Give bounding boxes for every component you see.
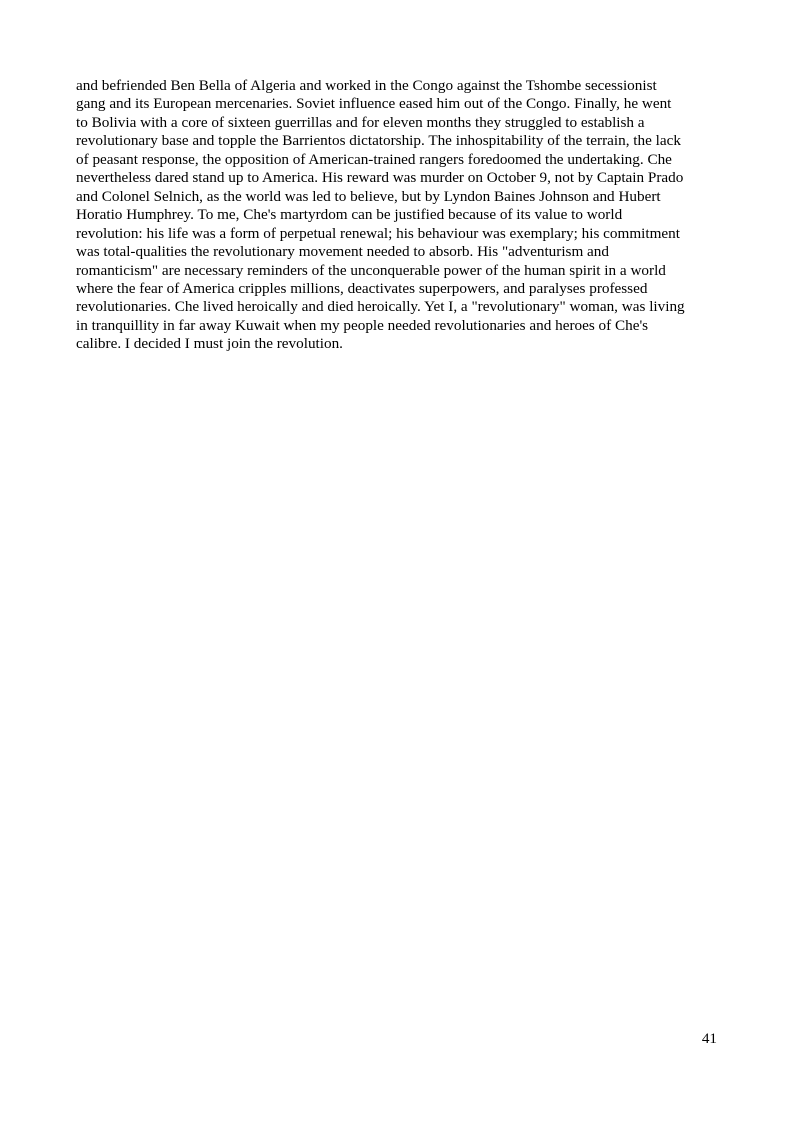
text-line: of peasant response, the opposition of American-trained rangers foredoomed the undertaking. Che bbox=[76, 150, 672, 168]
page-number: 41 bbox=[701, 1030, 717, 1047]
text-line: nevertheless dared stand up to America. His reward was murder on October 9, not by Captain Prado bbox=[76, 169, 684, 187]
text-line: and befriended Ben Bella of Algeria and worked in the Congo against the Tshombe secessionist bbox=[76, 77, 657, 94]
text-line: to Bolivia with a core of sixteen guerrillas and for eleven months they struggled to establish a bbox=[76, 113, 645, 131]
text-line: romanticism" are necessary reminders of the unconquerable power of the human spirit in a world bbox=[76, 261, 666, 279]
text-line: revolutionaries. Che lived heroically and died heroically. Yet I, a "revolutionary" woman, was living bbox=[76, 298, 685, 316]
text-line: was total-qualities the revolutionary movement needed to absorb. His "adventurism and bbox=[76, 243, 609, 261]
text-line: in tranquillity in far away Kuwait when my people needed revolutionaries and heroes of Che's bbox=[76, 316, 649, 334]
text-line: Horatio Humphrey. To me, Che's martyrdom can be justified because of its value to world bbox=[76, 206, 623, 224]
text-line: revolutionary base and topple the Barrientos dictatorship. The inhospitability of the terrain, the lack bbox=[76, 132, 681, 150]
text-line: calibre. I decided I must join the revolution. bbox=[76, 335, 343, 353]
text-line: revolution: his life was a form of perpetual renewal; his behaviour was exemplary; his commitment bbox=[76, 224, 680, 242]
text-line: and Colonel Selnich, as the world was led to believe, but by Lyndon Baines Johnson and Hubert bbox=[76, 187, 661, 205]
body-paragraph bbox=[76, 77, 736, 354]
text-line: where the fear of America cripples millions, deactivates superpowers, and paralyses professed bbox=[76, 279, 648, 297]
text-line: gang and its European mercenaries. Soviet influence eased him out of the Congo. Finally, he went bbox=[76, 95, 672, 113]
